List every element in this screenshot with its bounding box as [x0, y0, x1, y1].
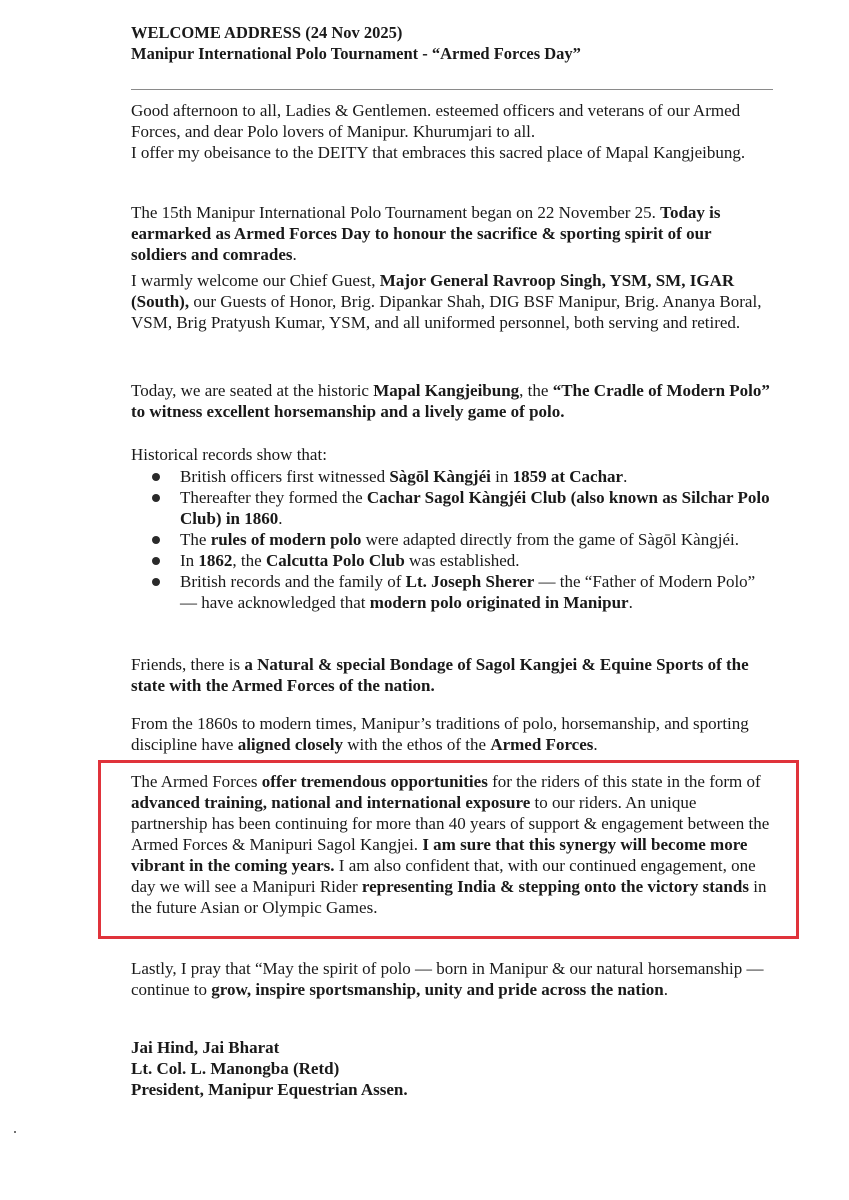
- paragraph-welcome-guests: [131, 270, 771, 333]
- greeting-line: Good afternoon to all, Ladies & Gentlemen. esteemed officers and veterans of our Armed Forces, and dear Polo lovers of Manipur. Khurumjari to all.: [131, 101, 741, 141]
- list-item: Thereafter they formed the Cachar Sagol Kàngjéi Club (also known as Silchar Polo Club) in 1860.: [152, 487, 772, 529]
- bold-text: Today is earmarked as Armed Forces Day to honour the sacrifice & sporting spirit of our soldiers and comrades: [131, 203, 721, 264]
- bullet-icon: [152, 557, 160, 565]
- text: Today, we are seated at the historic: [131, 381, 374, 400]
- signoff-line: Jai Hind, Jai Bharat: [131, 1038, 280, 1057]
- history-list: [152, 466, 772, 613]
- document-title: WELCOME ADDRESS (24 Nov 2025): [131, 23, 403, 42]
- header-divider: [131, 89, 773, 90]
- text: , the: [519, 381, 553, 400]
- history-intro: Historical records show that:: [131, 445, 327, 464]
- list-item: British records and the family of Lt. Joseph Sherer — the “Father of Modern Polo” — have acknowledged that modern polo originated in Manipur.: [152, 571, 772, 613]
- paragraph-opportunities: The Armed Forces offer tremendous opportunities for the riders of this state in the form of advanced training, national and international exposure to our riders. An unique partnership has been continuing for more than 40 years of support & engagement between the Armed Forces & Manipuri Sagol Kangjei. I am sure that this synergy will become more vibrant in the coming years. I am also confident that, with our continued engagement, one day we will see a Manipuri Rider representing India & stepping onto the victory stands in the future Asian or Olympic Games.: [131, 772, 770, 917]
- paragraph-traditions: From the 1860s to modern times, Manipur’s traditions of polo, horsemanship, and sporting discipline have aligned closely with the ethos of the Armed Forces.: [131, 714, 749, 754]
- document-subtitle: Manipur International Polo Tournament - “Armed Forces Day”: [131, 44, 581, 63]
- list-item: The rules of modern polo were adapted directly from the game of Sàgōl Kàngjéi.: [152, 529, 772, 550]
- list-item: In 1862, the Calcutta Polo Club was established.: [152, 550, 772, 571]
- paragraph-venue: [131, 380, 771, 422]
- bold-text: “The Cradle of Modern Polo” to witness excellent horsemanship and a lively game of polo.: [131, 381, 770, 421]
- text: The 15th Manipur International Polo Tournament began on 22 November 25.: [131, 203, 661, 222]
- text: .: [292, 245, 297, 264]
- signatory-title: President, Manipur Equestrian Assen.: [131, 1080, 408, 1099]
- scan-speck: [14, 1131, 16, 1133]
- obeisance-line: I offer my obeisance to the DEITY that embraces this sacred place of Mapal Kangjeibung.: [131, 143, 746, 162]
- list-item: British officers first witnessed Sàgōl Kàngjéi in 1859 at Cachar.: [152, 466, 772, 487]
- paragraph-greeting: [131, 100, 771, 163]
- paragraph-bondage: Friends, there is a Natural & special Bondage of Sagol Kangjei & Equine Sports of the state with the Armed Forces of the nation.: [131, 655, 749, 695]
- signatory-name: Lt. Col. L. Manongba (Retd): [131, 1059, 340, 1078]
- text: our Guests of Honor, Brig. Dipankar Shah, DIG BSF Manipur, Brig. Ananya Boral, VSM, Brig Pratyush Kumar, YSM, and all uniformed personnel, both serving and retired.: [131, 292, 762, 332]
- bold-text: Major General Ravroop Singh, YSM, SM, IGAR (South),: [131, 271, 735, 311]
- document-heading: [131, 22, 581, 64]
- bullet-icon: [152, 578, 160, 586]
- bullet-icon: [152, 536, 160, 544]
- bold-text: Mapal Kangjeibung: [373, 381, 520, 400]
- text: I warmly welcome our Chief Guest,: [131, 271, 380, 290]
- paragraph-closing-prayer: Lastly, I pray that “May the spirit of polo — born in Manipur & our natural horsemanship — continue to grow, inspire sportsmanship, unity and pride across the nation.: [131, 959, 764, 999]
- bullet-icon: [152, 473, 160, 481]
- bullet-icon: [152, 494, 160, 502]
- paragraph-tournament: [131, 202, 771, 265]
